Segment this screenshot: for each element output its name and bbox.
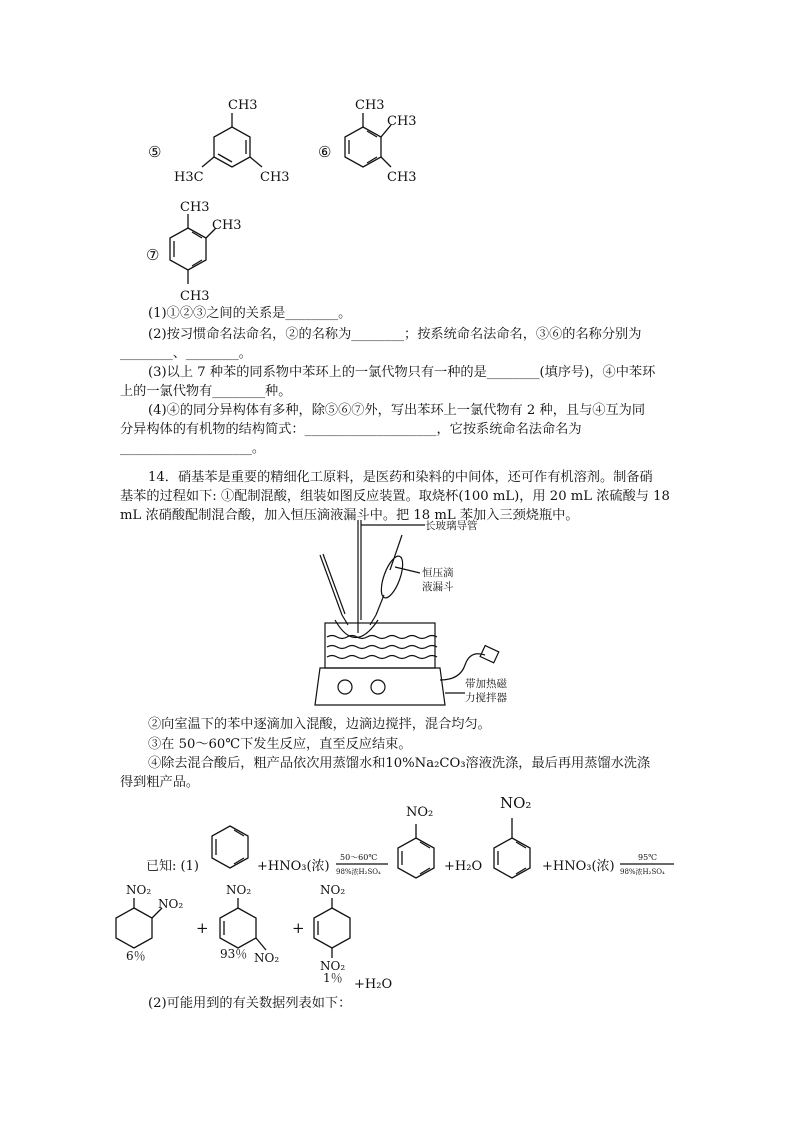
question-2-line-1: (2)按习惯命名法命名，②的名称为________；按系统命名法命名，③⑥的名称分别为 bbox=[148, 327, 642, 342]
condition-2-bottom: 98%浓H₂SO₄ bbox=[620, 868, 665, 876]
label-funnel-2: 液漏斗 bbox=[422, 581, 454, 593]
step-4-line-2: 得到粗产品。 bbox=[120, 775, 200, 790]
para-percent: 1％ bbox=[323, 971, 343, 985]
question-3-line-1: (3)以上 7 种苯的同系物中苯环上的一氯代物只有一种的是________(填序号)，④中苯环 bbox=[148, 365, 656, 380]
label-long-glass-tube: 长玻璃导管 bbox=[425, 520, 478, 532]
structure-5-ch3-top: CH3 bbox=[228, 98, 258, 113]
structure-7-ch3-3: CH3 bbox=[180, 289, 210, 304]
structure-6-label: ⑥ bbox=[318, 143, 332, 161]
meta-percent: 93％ bbox=[220, 947, 248, 961]
plus-1: + bbox=[196, 919, 209, 937]
question-4-line-3: ____________________。 bbox=[120, 441, 266, 456]
question-14-line-1: 14．硝基苯是重要的精细化工原料，是医药和染料的中间体，还可作有机溶剂。制备硝 bbox=[148, 470, 653, 485]
nitro-group-2: NO₂ bbox=[500, 794, 532, 812]
plus-2: + bbox=[292, 919, 305, 937]
structure-5-h3c: H3C bbox=[174, 170, 204, 185]
structure-6-ch3-1: CH3 bbox=[355, 98, 385, 113]
water-2: +H₂O bbox=[354, 977, 393, 992]
known-label: 已知: (1) bbox=[146, 859, 199, 874]
ortho-no2-2: NO₂ bbox=[158, 897, 184, 911]
question-2-line-2: ________、________。 bbox=[120, 346, 252, 361]
label-stirrer-2: 力搅拌器 bbox=[465, 692, 507, 704]
question-3-line-2: 上的一氯代物有________种。 bbox=[120, 384, 292, 399]
question-1: (1)①②③之间的关系是________。 bbox=[148, 306, 352, 321]
step-4-line-1: ④除去混合酸后，粗产品依次用蒸馏水和10%Na₂CO₃溶液洗涤，最后再用蒸馏水洗涤 bbox=[148, 756, 651, 771]
question-14-line-2: 基苯的过程如下: ①配制混酸，组装如图反应装置。取烧杯(100 mL)，用 20 mL 浓硫酸与 18 bbox=[120, 489, 670, 504]
condition-1-top: 50～60℃ bbox=[340, 853, 378, 862]
step-2: ②向室温下的苯中逐滴加入混酸，边滴边搅拌，混合均匀。 bbox=[148, 717, 491, 732]
reagent-2: +HNO₃(浓) bbox=[542, 859, 615, 874]
structure-7 bbox=[140, 198, 260, 306]
label-funnel-1: 恒压滴 bbox=[422, 567, 454, 579]
reaction-scheme bbox=[126, 788, 680, 998]
structure-5-ch3-right: CH3 bbox=[260, 170, 290, 185]
question-14-line-3: mL 浓硝酸配制混合酸，加入恒压滴液漏斗中。把 18 mL 苯加入三颈烧瓶中。 bbox=[120, 508, 579, 523]
condition-1-bottom: 98%浓H₂SO₄ bbox=[336, 868, 381, 876]
ortho-percent: 6％ bbox=[126, 949, 146, 963]
data-table-intro: (2)可能用到的有关数据列表如下： bbox=[148, 996, 352, 1011]
structure-5 bbox=[140, 95, 320, 190]
label-stirrer-1: 带加热磁 bbox=[465, 678, 507, 690]
water-1: +H₂O bbox=[444, 859, 483, 874]
meta-no2-2: NO₂ bbox=[254, 951, 280, 965]
structure-5-label: ⑤ bbox=[148, 143, 162, 161]
ortho-no2-1: NO₂ bbox=[126, 883, 152, 897]
para-no2-2: NO₂ bbox=[320, 959, 346, 973]
question-4-line-1: (4)④的同分异构体有多种，除⑤⑥⑦外，写出苯环上一氯代物有 2 种，且与④互为同 bbox=[148, 403, 646, 418]
question-4-line-2: 分异构体的有机物的结构简式：____________________，它按系统命名法命名为 bbox=[120, 422, 582, 437]
para-no2-1: NO₂ bbox=[320, 883, 346, 897]
reagent-1: +HNO₃(浓) bbox=[257, 859, 330, 874]
structure-7-ch3-1: CH3 bbox=[180, 200, 210, 215]
structure-6-ch3-3: CH3 bbox=[387, 170, 417, 185]
structure-6-ch3-2: CH3 bbox=[387, 114, 417, 129]
nitro-group-1: NO₂ bbox=[406, 805, 434, 820]
structure-7-ch3-2: CH3 bbox=[212, 218, 242, 233]
structure-6 bbox=[315, 95, 445, 190]
reaction-apparatus bbox=[300, 515, 530, 715]
step-3: ③在 50～60℃下发生反应，直至反应结束。 bbox=[148, 737, 412, 752]
structure-7-label: ⑦ bbox=[146, 246, 160, 264]
meta-no2-1: NO₂ bbox=[226, 883, 252, 897]
condition-2-top: 95℃ bbox=[638, 853, 658, 862]
